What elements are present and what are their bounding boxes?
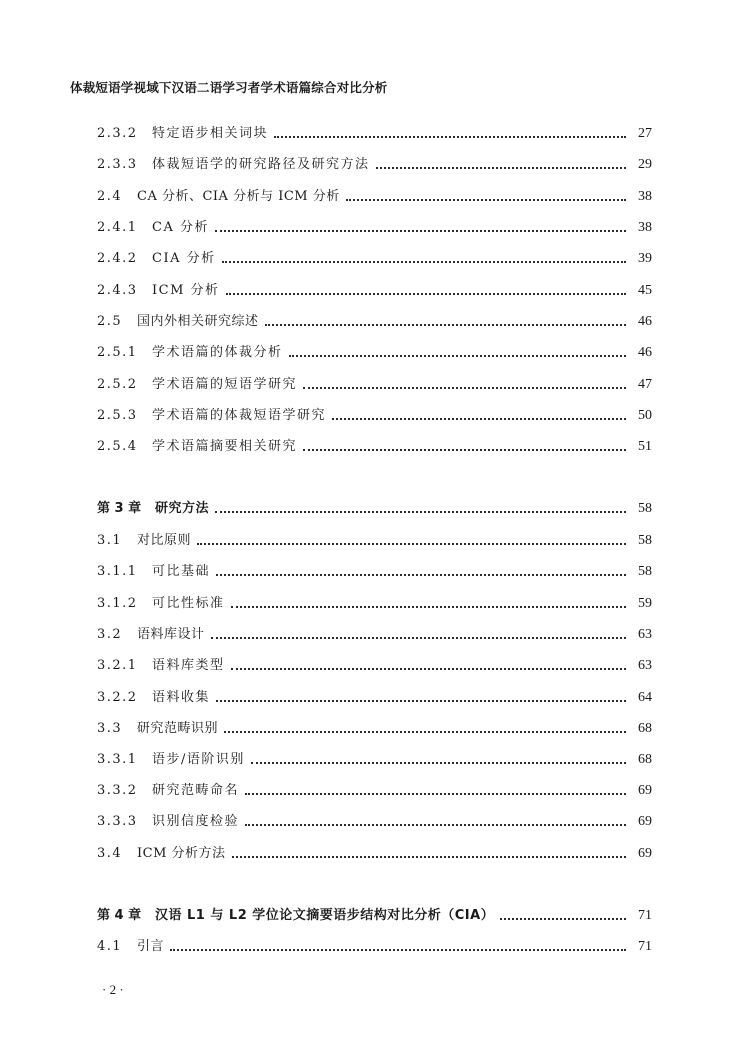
toc-dot-leader — [215, 228, 626, 232]
toc-entry-page: 64 — [638, 690, 652, 705]
toc-entry-page: 71 — [638, 908, 652, 923]
toc-entry-number: 2.4.1 — [97, 220, 138, 235]
toc-dot-leader — [232, 854, 626, 858]
toc-entry-title: 可比基础 — [152, 564, 211, 579]
toc-dot-leader — [500, 916, 626, 920]
toc-entry-page: 68 — [638, 721, 652, 736]
toc-subsection-entry[interactable] — [97, 747, 652, 769]
toc-dot-leader — [245, 791, 626, 795]
toc-entry-title: 汉语 L1 与 L2 学位论文摘要语步结构对比分析（CIA） — [155, 908, 495, 923]
toc-entry-number: 3.2 — [97, 627, 123, 642]
toc-entry-title: 学术语篇的体裁短语学研究 — [152, 408, 327, 423]
toc-entry-page: 38 — [638, 189, 652, 204]
toc-entry-title: ICM 分析方法 — [137, 846, 226, 861]
toc-section-entry[interactable] — [97, 841, 652, 863]
toc-entry-number: 3.1.1 — [97, 564, 138, 579]
toc-chapter-entry[interactable] — [97, 903, 652, 925]
toc-dot-leader — [376, 165, 626, 169]
toc-entry-title: 研究方法 — [155, 501, 210, 516]
toc-subsection-entry[interactable] — [97, 215, 652, 237]
toc-dot-leader — [289, 353, 626, 357]
toc-entry-number: 3.1.2 — [97, 596, 138, 611]
toc-entry-title: CIA 分析 — [152, 251, 216, 266]
toc-section-entry[interactable] — [97, 934, 652, 956]
toc-entry-number: 2.4.2 — [97, 251, 138, 266]
toc-entry-number: 第 3 章 — [97, 501, 142, 516]
toc-section-entry[interactable] — [97, 184, 652, 206]
toc-entry-page: 58 — [638, 533, 652, 548]
toc-dot-leader — [226, 291, 626, 295]
toc-entry-page: 27 — [638, 126, 652, 141]
toc-dot-leader — [231, 604, 626, 608]
toc-entry-title: 学术语篇的体裁分析 — [152, 345, 283, 360]
toc-entry-page: 69 — [638, 783, 652, 798]
toc-entry-title: 语料收集 — [152, 690, 211, 705]
toc-dot-leader — [265, 322, 626, 326]
toc-dot-leader — [224, 729, 626, 733]
toc-entry-number: 3.3 — [97, 721, 123, 736]
toc-subsection-entry[interactable] — [97, 685, 652, 707]
page-number: · 2 · — [102, 982, 124, 997]
toc-entry-page: 50 — [638, 408, 652, 423]
toc-entry-number: 2.4 — [97, 189, 123, 204]
toc-subsection-entry[interactable] — [97, 591, 652, 613]
toc-dot-leader — [303, 385, 626, 389]
toc-entry-page: 47 — [638, 377, 652, 392]
toc-entry-number: 4.1 — [97, 939, 123, 954]
toc-entry-page: 39 — [638, 251, 652, 266]
toc-entry-title: 可比性标准 — [152, 596, 225, 611]
toc-entry-page: 63 — [638, 658, 652, 673]
toc-entry-title: 语料库设计 — [137, 627, 205, 642]
toc-dot-leader — [216, 698, 626, 702]
toc-subsection-entry[interactable] — [97, 653, 652, 675]
toc-entry-title: CA 分析 — [152, 220, 209, 235]
toc-entry-title: ICM 分析 — [152, 283, 220, 298]
toc-entry-page: 51 — [638, 439, 652, 454]
toc-entry-number: 2.5.4 — [97, 439, 138, 454]
toc-entry-number: 3.3.2 — [97, 783, 138, 798]
toc-dot-leader — [197, 541, 626, 545]
toc-entry-title: 特定语步相关词块 — [152, 126, 269, 141]
toc-entry-page: 46 — [638, 345, 652, 360]
toc-dot-leader — [303, 447, 626, 451]
toc-subsection-entry[interactable] — [97, 278, 652, 300]
toc-entry-title: 语料库类型 — [152, 658, 225, 673]
toc-subsection-entry[interactable] — [97, 434, 652, 456]
toc-entry-page: 63 — [638, 627, 652, 642]
toc-section-entry[interactable] — [97, 716, 652, 738]
toc-dot-leader — [245, 822, 626, 826]
toc-entry-page: 58 — [638, 501, 652, 516]
toc-subsection-entry[interactable] — [97, 246, 652, 268]
toc-entry-title: CA 分析、CIA 分析与 ICM 分析 — [137, 189, 340, 204]
toc-entry-title: 学术语篇摘要相关研究 — [152, 439, 298, 454]
toc-chapter-entry[interactable] — [97, 496, 652, 518]
toc-entry-number: 2.5.1 — [97, 345, 138, 360]
running-header: 体裁短语学视域下汉语二语学习者学术语篇综合对比分析 — [70, 80, 388, 95]
toc-entry-number: 2.3.3 — [97, 157, 138, 172]
toc-entry-page: 38 — [638, 220, 652, 235]
toc-entry-title: 学术语篇的短语学研究 — [152, 377, 298, 392]
toc-dot-leader — [346, 197, 626, 201]
toc-dot-leader — [251, 760, 626, 764]
toc-entry-page: 29 — [638, 157, 652, 172]
toc-entry-number: 2.4.3 — [97, 283, 138, 298]
toc-entry-page: 69 — [638, 814, 652, 829]
toc-entry-title: 体裁短语学的研究路径及研究方法 — [152, 157, 370, 172]
toc-subsection-entry[interactable] — [97, 809, 652, 831]
toc-entry-page: 71 — [638, 939, 652, 954]
toc-section-entry[interactable] — [97, 622, 652, 644]
toc-entry-page: 69 — [638, 846, 652, 861]
toc-entry-number: 3.1 — [97, 533, 123, 548]
toc-dot-leader — [274, 134, 626, 138]
toc-subsection-entry[interactable] — [97, 340, 652, 362]
toc-entry-number: 3.3.1 — [97, 752, 138, 767]
toc-section-entry[interactable] — [97, 528, 652, 550]
toc-dot-leader — [332, 416, 626, 420]
toc-entry-page: 59 — [638, 596, 652, 611]
toc-subsection-entry[interactable] — [97, 778, 652, 800]
toc-entry-title: 研究范畴识别 — [137, 721, 219, 736]
toc-entry-number: 3.3.3 — [97, 814, 138, 829]
toc-subsection-entry[interactable] — [97, 403, 652, 425]
toc-entry-title: 对比原则 — [137, 533, 192, 548]
toc-subsection-entry[interactable] — [97, 559, 652, 581]
toc-dot-leader — [216, 572, 626, 576]
toc-entry-page: 45 — [638, 283, 652, 298]
toc-entry-title: 引言 — [137, 939, 165, 954]
toc-entry-number: 2.5.2 — [97, 377, 138, 392]
toc-entry-number: 3.2.1 — [97, 658, 138, 673]
toc-entry-number: 2.5 — [97, 314, 123, 329]
toc-section-entry[interactable] — [97, 309, 652, 331]
toc-entry-number: 2.3.2 — [97, 126, 138, 141]
toc-entry-page: 46 — [638, 314, 652, 329]
toc-entry-title: 研究范畴命名 — [152, 783, 240, 798]
toc-entry-number: 3.4 — [97, 846, 123, 861]
toc-entry-number: 2.5.3 — [97, 408, 138, 423]
toc-subsection-entry[interactable] — [97, 372, 652, 394]
toc-entry-title: 识别信度检验 — [152, 814, 240, 829]
toc-entry-title: 国内外相关研究综述 — [137, 314, 259, 329]
toc-entry-page: 58 — [638, 564, 652, 579]
toc-dot-leader — [231, 666, 626, 670]
toc-subsection-entry[interactable] — [97, 152, 652, 174]
toc-dot-leader — [170, 947, 626, 951]
toc-entry-number: 第 4 章 — [97, 908, 142, 923]
toc-entry-number: 3.2.2 — [97, 690, 138, 705]
toc-subsection-entry[interactable] — [97, 121, 652, 143]
toc-dot-leader — [211, 635, 626, 639]
toc-entry-title: 语步/语阶识别 — [152, 752, 245, 767]
toc-dot-leader — [222, 259, 626, 263]
toc-entry-page: 68 — [638, 752, 652, 767]
toc-dot-leader — [215, 509, 626, 513]
